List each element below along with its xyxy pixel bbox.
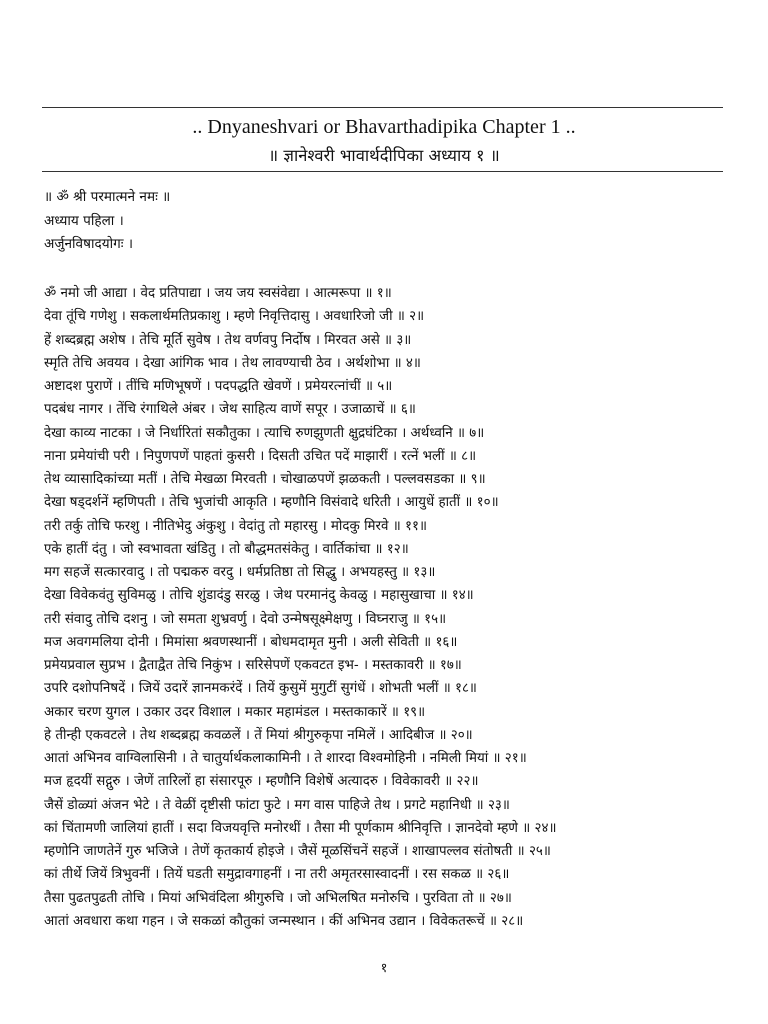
verse-line: तरी संवादु तोचि दशनु । जो समता शुभ्रवर्णु । देवो उन्मेषसूक्ष्मेक्षणु । विघ्नराजु ॥ १५॥ <box>44 610 447 627</box>
verse-line: एके हातीं दंतु । जो स्वभावता खंडितु । तो बौद्धमतसंकेतु । वार्तिकांचा ॥ १२॥ <box>44 540 409 557</box>
verse-line: आतां अवधारा कथा गहन । जे सकळां कौतुकां जन्मस्थान । कीं अभिनव उद्यान । विवेकतरूचें ॥ २८॥ <box>44 912 524 929</box>
top-rule <box>42 107 723 108</box>
verse-line: देखा षड्दर्शनें म्हणिपती । तेचि भुजांची आकृति । म्हणौनि विसंवादे धरिती । आयुधें हातीं ॥ १०॥ <box>44 494 499 511</box>
verse-line: देखा काव्य नाटका । जे निर्धारितां सकौतुका । त्याचि रुणझुणती क्षुद्रघंटिका । अर्थध्वनि ॥ ७॥ <box>44 424 485 441</box>
verse-line: अकार चरण युगल । उकार उदर विशाल । मकार महामंडल । मस्तकाकारें ॥ १९॥ <box>44 703 426 720</box>
verse-line: तेथ व्यासादिकांच्या मतीं । तेचि मेखळा मिरवती । चोखाळपणें झळकती । पल्लवसडका ॥ ९॥ <box>44 471 486 487</box>
chapter-header <box>44 186 724 257</box>
verse-line: म्हणोनि जाणतेनें गुरु भजिजे । तेणें कृतकार्य होइजे । जैसें मूळसिंचनें सहजें । शाखापल्लव संतोषती ॥ २५॥ <box>44 843 551 859</box>
verse-line: उपरि दशोपनिषदें । जियें उदारें ज्ञानमकरंदें । तियें कुसुमें मुगुटीं सुगंधें । शोभती भलीं ॥ १८॥ <box>44 680 477 697</box>
title-rule <box>42 171 723 172</box>
title-english: .. Dnyaneshvari or Bhavarthadipika Chapter 1 .. <box>192 116 576 138</box>
verse-line: नाना प्रमेयांची परी । निपुणपणें पाहतां कुसरी । दिसती उचित पदें माझारीं । रत्नें भलीं ॥ ८॥ <box>44 447 477 464</box>
verse-line: हे तीन्ही एकवटले । तेथ शब्दब्रह्म कवळलें । तें मियां श्रीगुरुकृपा नमिलें । आदिबीज ॥ २०॥ <box>44 726 473 743</box>
verse-line: मग सहजें सत्कारवादु । तो पद्मकरु वरदु । धर्मप्रतिष्ठा तो सिद्धु । अभयहस्तु ॥ १३॥ <box>44 564 436 580</box>
verse-line: अष्टादश पुराणें । तींचि मणिभूषणें । पदपद्धति खेवणें । प्रमेयरत्नांचीं ॥ ५॥ <box>44 378 393 394</box>
verse-line: प्रमेयप्रवाल सुप्रभ । द्वैताद्वैत तेचि निकुंभ । सरिसेपणें एकवटत इभ- । मस्तकावरी ॥ १७॥ <box>44 657 462 673</box>
verse-line: मज अवगमलिया दोनी । मिमांसा श्रवणस्थानीं । बोधमदामृत मुनी । अली सेविती ॥ १६॥ <box>44 633 458 650</box>
page-number: १ <box>380 961 388 976</box>
verse-line: देखा विवेकवंतु सुविमळु । तोचि शुंडादंडु सरळु । जेथ परमानंदु केवळु । महासुखाचा ॥ १४॥ <box>44 587 474 604</box>
verse-line: आतां अभिनव वाग्विलासिनी । ते चातुर्यार्थकलाकामिनी । ते शारदा विश्वमोहिनी । नमिली मियां ॥ २१॥ <box>44 750 527 766</box>
title-marathi: ॥ ज्ञानेश्वरी भावार्थदीपिका अध्याय १ ॥ <box>268 146 500 165</box>
chapter-label: अध्याय पहिला । <box>44 212 124 229</box>
verse-line: देवा तूंचि गणेशु । सकलार्थमतिप्रकाशु । म्हणे निवृत्तिदासु । अवधारिजो जी ॥ २॥ <box>44 308 425 325</box>
verse-line: जैसें डोळ्यां अंजन भेटे । ते वेळीं दृष्टीसी फांटा फुटे । मग वास पाहिजे तेथ । प्रगटे महानिधी ॥ २३॥ <box>44 796 510 813</box>
verse-line: मज हृदयीं सद्गुरु । जेणें तारिलों हा संसारपूरु । म्हणौनि विशेषें अत्यादरु । विवेकावरी ॥ २२॥ <box>44 773 479 790</box>
verse-line: स्मृति तेचि अवयव । देखा आंगिक भाव । तेथ लावण्याची ठेव । अर्थशोभा ॥ ४॥ <box>44 354 421 371</box>
verse-line: ॐ नमो जी आद्या । वेद प्रतिपाद्या । जय जय स्वसंवेद्या । आत्मरूपा ॥ १॥ <box>44 285 392 301</box>
verse-line: तैसा पुढतपुढती तोचि । मियां अभिवंदिला श्रीगुरुचि । जो अभिलषित मनोरुचि । पुरविता तो ॥ २७॥ <box>44 889 512 906</box>
chapter-name: अर्जुनविषादयोगः । <box>44 236 133 252</box>
verse-list <box>44 282 734 933</box>
verse-line: पदबंध नागर । तेंचि रंगाथिले अंबर । जेथ साहित्य वाणें सपूर । उजाळाचें ॥ ६॥ <box>44 401 416 418</box>
verse-line: कां तीर्थे जियें त्रिभुवनीं । तियें घडती समुद्रावगाहनीं । ना तरी अमृतरसास्वादनीं । रस सकळ ॥ २६॥ <box>44 866 510 883</box>
verse-line: हें शब्दब्रह्म अशेष । तेचि मूर्ति सुवेष । तेथ वर्णवपु निर्दोष । मिरवत असे ॥ ३॥ <box>44 331 412 348</box>
invocation-line: ॥ ॐ श्री परमात्मने नमः ॥ <box>44 189 171 205</box>
verse-line: तरी तर्कु तोचि फरशु । नीतिभेदु अंकुशु । वेदांतु तो महारसु । मोदकु मिरवे ॥ ११॥ <box>44 517 427 534</box>
verse-line: कां चिंतामणी जालियां हातीं । सदा विजयवृत्ति मनोरथीं । तैसा मी पूर्णकाम श्रीनिवृत्ति । ज्ञानदेवो म्हणे ॥ २४॥ <box>44 819 557 836</box>
